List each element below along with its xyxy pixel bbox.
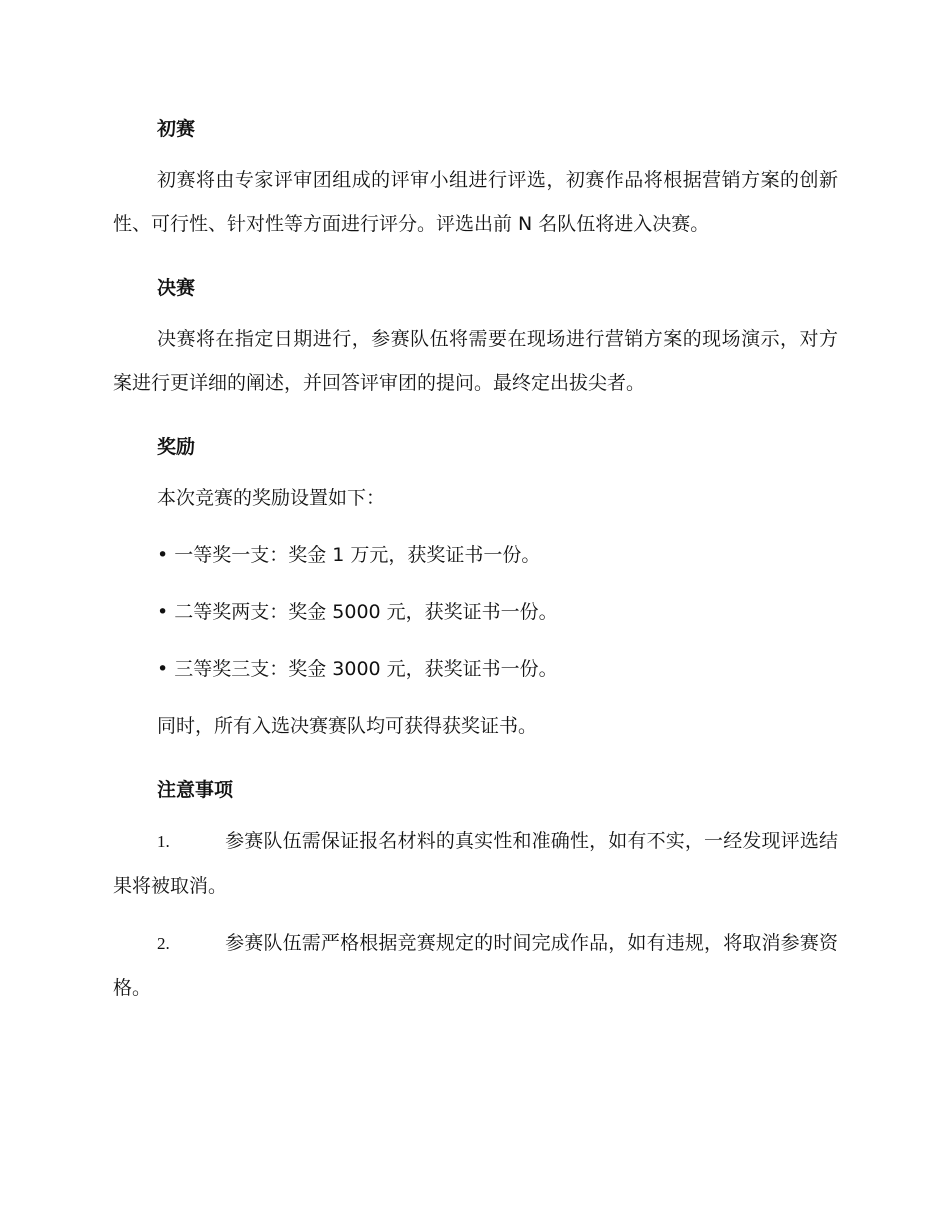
final-paragraph: 决赛将在指定日期进行，参赛队伍将需要在现场进行营销方案的现场演示，对方案进行更详细的阐述，并回答评审团的提问。最终定出拔尖者。	[113, 328, 838, 394]
section-heading-preliminary: 初赛	[157, 118, 196, 140]
notes-item-text: 参赛队伍需严格根据竞赛规定的时间完成作品，如有违规，将取消参赛资格。	[113, 932, 838, 999]
notes-item-number: 1.	[157, 832, 170, 851]
section-heading-final: 决赛	[157, 277, 196, 299]
award-item-third: • 三等奖三支：奖金 3000 元，获奖证书一份。	[157, 658, 558, 680]
section-heading-awards: 奖励	[157, 436, 196, 458]
notes-item-1	[113, 819, 838, 921]
notes-item-number: 2.	[157, 934, 170, 953]
document-page	[113, 100, 838, 1023]
award-item-second: • 二等奖两支：奖金 5000 元，获奖证书一份。	[157, 601, 558, 623]
award-item-first: • 一等奖一支：奖金 1 万元，获奖证书一份。	[157, 544, 541, 566]
awards-note: 同时，所有入选决赛赛队均可获得获奖证书。	[157, 715, 538, 737]
preliminary-paragraph: 初赛将由专家评审团组成的评审小组进行评选，初赛作品将根据营销方案的创新性、可行性、针对性等方面进行评分。评选出前 N 名队伍将进入决赛。	[113, 169, 838, 235]
awards-intro: 本次竞赛的奖励设置如下：	[157, 487, 386, 509]
notes-item-2	[113, 921, 838, 1023]
notes-item-text: 参赛队伍需保证报名材料的真实性和准确性，如有不实，一经发现评选结果将被取消。	[113, 830, 838, 897]
section-heading-notes: 注意事项	[157, 779, 234, 801]
